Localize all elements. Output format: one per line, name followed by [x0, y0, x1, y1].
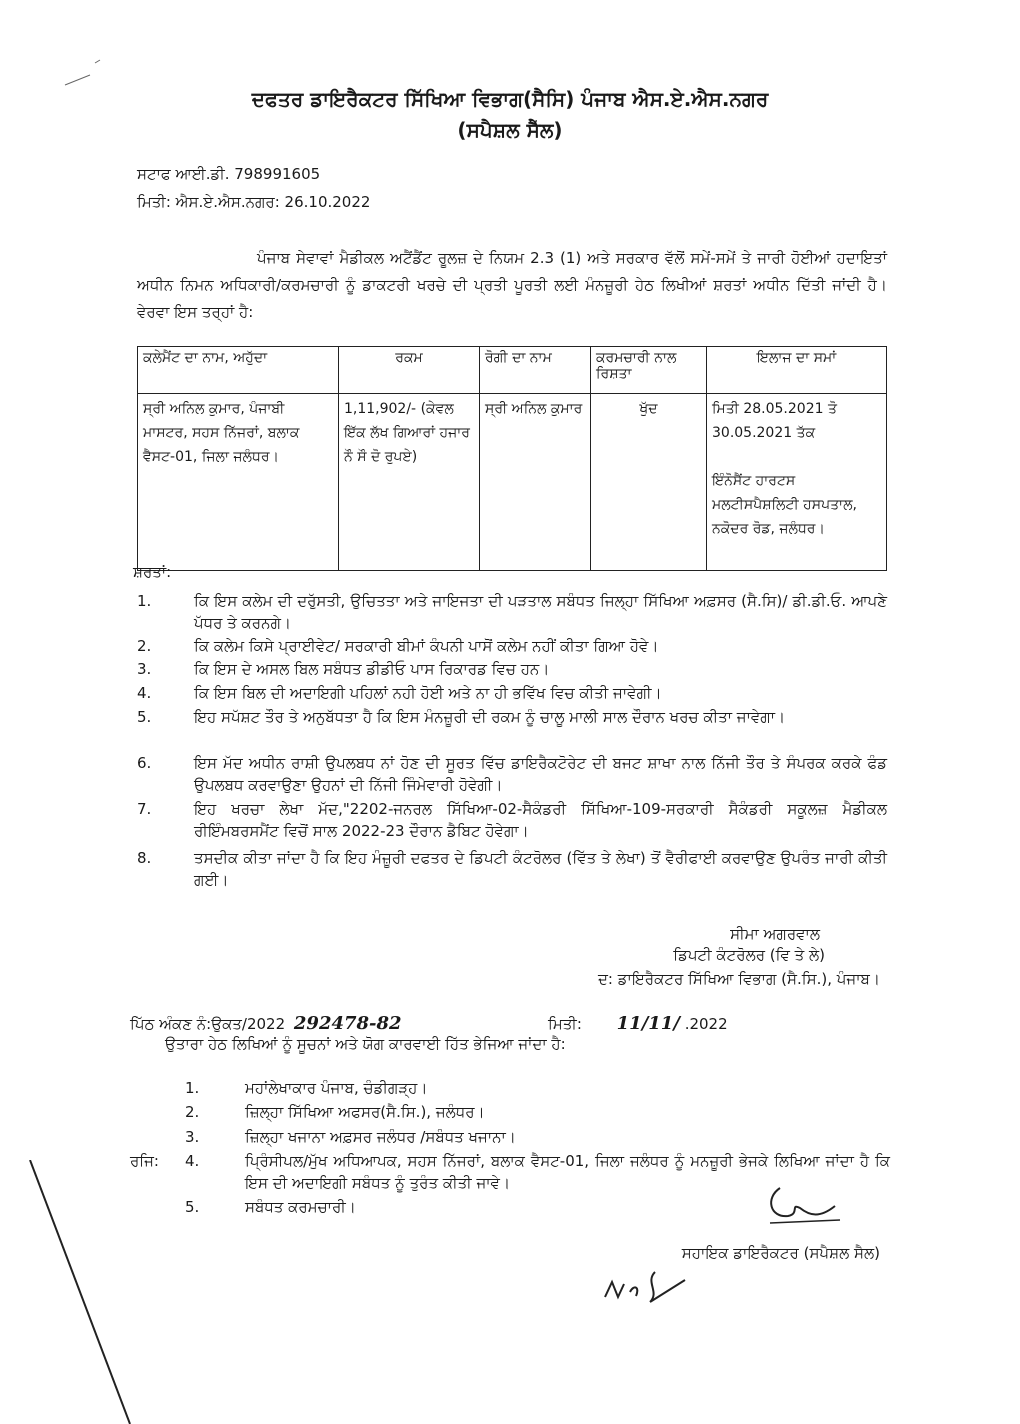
distribution-number: 2. — [185, 1103, 200, 1121]
condition-text: ਕਿ ਇਸ ਬਿਲ ਦੀ ਅਦਾਇਗੀ ਪਹਿਲਾਂ ਨਹੀ ਹੋਈ ਅਤੇ ਨਾ ਹੀ ਭਵਿੱਖ ਵਿਚ ਕੀਤੀ ਜਾਵੇਗੀ। — [194, 684, 662, 702]
col-period: ਇਲਾਜ ਦਾ ਸਮਾਂ — [707, 347, 887, 394]
condition-item — [137, 706, 887, 728]
col-relation: ਕਰਮਚਾਰੀ ਨਾਲ ਰਿਸ਼ਤਾ — [591, 347, 707, 394]
claim-table-header — [138, 347, 887, 394]
assistant-director: ਸਹਾਇਕ ਡਾਇਰੈਕਟਰ (ਸਪੈਸ਼ਲ ਸੈਲ) — [681, 1244, 880, 1262]
condition-item — [137, 682, 887, 704]
corner-mark-icon — [60, 55, 110, 95]
conditions-label: ਸ਼ਰਤਾਂ: — [133, 563, 172, 581]
cell-relation: ਖੁੱਦ — [591, 394, 707, 571]
endorsement-year: .2022 — [684, 1015, 728, 1033]
col-amount: ਰਕਮ — [339, 347, 480, 394]
condition-item — [137, 590, 887, 634]
condition-item — [137, 658, 887, 680]
issue-date: ਮਿਤੀ: ਐਸ.ਏ.ਐਸ.ਨਗਰ: 26.10.2022 — [137, 193, 371, 211]
staff-id: ਸਟਾਫ ਆਈ.ਡੀ. 798991605 — [137, 165, 321, 183]
condition-text: ਕਿ ਕਲੇਮ ਕਿਸੇ ਪ੍ਰਾਈਵੇਟ/ ਸਰਕਾਰੀ ਬੀਮਾਂ ਕੰਪਨੀ ਪਾਸੋਂ ਕਲੇਮ ਨਹੀਂ ਕੀਤਾ ਗਿਆ ਹੋਵੇ। — [194, 637, 659, 655]
condition-number: 4. — [137, 684, 152, 702]
claim-table — [137, 346, 887, 571]
condition-number: 8. — [137, 849, 152, 867]
handwritten-date: 11/11/ — [616, 1013, 680, 1034]
initials-icon — [600, 1262, 700, 1312]
registered-label: ਰਜਿ: — [130, 1152, 159, 1170]
condition-number: 2. — [137, 637, 152, 655]
endorsement-date-label: ਮਿਤੀ: — [548, 1015, 582, 1033]
treatment-dates: ਮਿਤੀ 28.05.2021 ਤੋ 30.05.2021 ਤੱਕ — [712, 401, 837, 441]
signatory-name: ਸੀਮਾ ਅਗਰਵਾਲ — [730, 925, 820, 943]
condition-text: ਕਿ ਇਸ ਕਲੇਮ ਦੀ ਦਰੁੱਸਤੀ, ਉਚਿਤਤਾ ਅਤੇ ਜਾਇਜਤਾ ਦੀ ਪੜਤਾਲ ਸਬੰਧਤ ਜਿਲ੍ਹਾ ਸਿੱਖਿਆ ਅਫ਼ਸਰ (ਸੈ.ਸਿ)/ ਡੀ.ਡੀ.ਓ. ਆਪਣੇ ਪੱਧਰ ਤੇ ਕਰਨਗੇ। — [194, 592, 887, 632]
col-claimant: ਕਲੇਮੈਂਟ ਦਾ ਨਾਮ, ਅਹੁੱਦਾ — [138, 347, 339, 394]
endorsement-number-row — [130, 1013, 402, 1034]
distribution-number: 4. — [185, 1152, 200, 1170]
distribution-number: 3. — [185, 1128, 200, 1146]
table-row — [138, 394, 887, 571]
signatory-office: ਦ: ਡਾਇਰੈਕਟਰ ਸਿੱਖਿਆ ਵਿਭਾਗ (ਸੈ.ਸਿ.), ਪੰਜਾਬ। — [597, 970, 880, 988]
signature-icon — [760, 1178, 850, 1238]
condition-item — [137, 847, 887, 891]
distribution-item — [130, 1101, 890, 1123]
condition-text: ਕਿ ਇਸ ਦੇ ਅਸਲ ਬਿਲ ਸਬੰਧਤ ਡੀਡੀਓ ਪਾਸ ਰਿਕਾਰਡ ਵਿਚ ਹਨ। — [194, 660, 550, 678]
col-patient: ਰੋਗੀ ਦਾ ਨਾਮ — [480, 347, 591, 394]
condition-item — [137, 798, 887, 842]
condition-item — [137, 752, 887, 796]
distribution-number: 5. — [185, 1198, 200, 1216]
cell-period — [707, 394, 887, 571]
cell-heading: (ਸਪੈਸ਼ਲ ਸੈੱਲ) — [457, 118, 563, 142]
condition-text: ਇਹ ਸਪੱਸ਼ਟ ਤੌਰ ਤੇ ਅਨੁਬੱਧਤਾ ਹੈ ਕਿ ਇਸ ਮੰਨਜ਼ੂਰੀ ਦੀ ਰਕਮ ਨੂੰ ਚਾਲੂ ਮਾਲੀ ਸਾਲ ਦੌਰਾਨ ਖਰਚ ਕੀਤਾ ਜਾਵੇਗਾ। — [194, 708, 786, 726]
condition-number: 3. — [137, 660, 152, 678]
condition-number: 1. — [137, 592, 152, 610]
distribution-item — [130, 1126, 890, 1148]
cell-amount: 1,11,902/- (ਕੇਵਲ ਇੱਕ ਲੱਖ ਗਿਆਰਾਂ ਹਜਾਰ ਨੌ ਸੌ ਦੋ ਰੁਪਏ) — [339, 394, 480, 571]
condition-text: ਇਸ ਮੱਦ ਅਧੀਨ ਰਾਸ਼ੀ ਉਪਲਬਧ ਨਾਂ ਹੋਣ ਦੀ ਸੂਰਤ ਵਿੱਚ ਡਾਇਰੈਕਟੋਰੇਟ ਦੀ ਬਜਟ ਸ਼ਾਖਾ ਨਾਲ ਨਿੱਜੀ ਤੌਰ ਤੇ ਸੰਪਰਕ ਕਰਕੇ ਫੰਡ ਉਪਲਬਧ ਕਰਵਾਉਣਾ ਉਹਨਾਂ ਦੀ ਨਿੱਜੀ ਜਿੰਮੇਵਾਰੀ ਹੋਵੇਗੀ। — [194, 754, 887, 794]
condition-number: 5. — [137, 708, 152, 726]
distribution-text: ਪ੍ਰਿੰਸੀਪਲ/ਮੁੱਖ ਅਧਿਆਪਕ, ਸਹਸ ਨਿੱਜਰਾਂ, ਬਲਾਕ ਵੈਸਟ-01, ਜਿਲਾ ਜਲੰਧਰ ਨੂੰ ਮਨਜ਼ੂਰੀ ਭੇਜਕੇ ਲਿਖਿਆ ਜਾਂਦਾ ਹੈ ਕਿ ਇਸ ਦੀ ਅਦਾਇਗੀ ਸਬੰਧਤ ਨੂੰ ਤੁਰੰਤ ਕੀਤੀ ਜਾਵੇ। — [245, 1152, 890, 1192]
distribution-item — [130, 1077, 890, 1099]
condition-number: 7. — [137, 800, 152, 818]
distribution-number: 1. — [185, 1079, 200, 1097]
condition-number: 6. — [137, 754, 152, 772]
signatory-designation: ਡਿਪਟੀ ਕੰਟਰੋਲਰ (ਵਿ ਤੇ ਲੇ) — [673, 946, 825, 964]
endorsement-date-row — [548, 1013, 728, 1034]
endorsement-prefix: ਪਿੱਠ ਅੰਕਣ ਨੰ:ਉਕਤ/2022 — [130, 1015, 286, 1033]
margin-line-icon — [20, 1160, 140, 1424]
hospital-name: ਇੰਨੋਸੈਂਟ ਹਾਰਟਸ ਮਲਟੀਸਪੈਸ਼ਲਿਟੀ ਹਸਪਤਾਲ, ਨਕੋਦਰ ਰੋਡ, ਜਲੰਧਰ। — [712, 473, 857, 537]
intro-paragraph: ਪੰਜਾਬ ਸੇਵਾਵਾਂ ਮੈਡੀਕਲ ਅਟੈਂਡੈਂਟ ਰੂਲਜ਼ ਦੇ ਨਿਯਮ 2.3 (1) ਅਤੇ ਸਰਕਾਰ ਵੱਲੋਂ ਸਮੇਂ-ਸਮੇਂ ਤੇ ਜਾਰੀ ਹੋਈਆਂ ਹਦਾਇਤਾਂ ਅਧੀਨ ਨਿਮਨ ਅਧਿਕਾਰੀ/ਕਰਮਚਾਰੀ ਨੂੰ ਡਾਕਟਰੀ ਖਰਚੇ ਦੀ ਪ੍ਰਤੀ ਪੂਰਤੀ ਲਈ ਮੰਨਜ਼ੂਰੀ ਹੇਠ ਲਿਖੀਆਂ ਸ਼ਰਤਾਂ ਅਧੀਨ ਦਿੱਤੀ ਜਾਂਦੀ ਹੈ। ਵੇਰਵਾ ਇਸ ਤਰ੍ਹਾਂ ਹੈ: — [137, 249, 887, 321]
distribution-text: ਜ਼ਿਲ੍ਹਾ ਸਿੱਖਿਆ ਅਫਸਰ(ਸੈ.ਸਿ.), ਜਲੰਧਰ। — [245, 1103, 485, 1121]
distribution-text: ਸਬੰਧਤ ਕਰਮਚਾਰੀ। — [245, 1198, 356, 1216]
condition-text: ਤਸਦੀਕ ਕੀਤਾ ਜਾਂਦਾ ਹੈ ਕਿ ਇਹ ਮੰਜ਼ੂਰੀ ਦਫਤਰ ਦੇ ਡਿਪਟੀ ਕੰਟਰੋਲਰ (ਵਿੱਤ ਤੇ ਲੇਖਾ) ਤੋਂ ਵੈਰੀਫਾਈ ਕਰਵਾਉਣ ਉਪਰੰਤ ਜਾਰੀ ਕੀਤੀ ਗਈ। — [194, 849, 887, 889]
handwritten-endorsement-number: 292478-82 — [293, 1013, 402, 1034]
copy-forward-text: ਉਤਾਰਾ ਹੇਠ ਲਿਖਿਆਂ ਨੂੰ ਸੂਚਨਾਂ ਅਤੇ ਯੋਗ ਕਾਰਵਾਈ ਹਿੱਤ ਭੇਜਿਆ ਜਾਂਦਾ ਹੈ: — [165, 1035, 566, 1053]
cell-patient: ਸ੍ਰੀ ਅਨਿਲ ਕੁਮਾਰ — [480, 394, 591, 571]
condition-item — [137, 635, 887, 657]
cell-claimant: ਸ੍ਰੀ ਅਨਿਲ ਕੁਮਾਰ, ਪੰਜਾਬੀ ਮਾਸਟਰ, ਸਹਸ ਨਿੱਜਰਾਂ, ਬਲਾਕ ਵੈਸਟ-01, ਜਿਲਾ ਜਲੰਧਰ। — [138, 394, 339, 571]
distribution-text: ਮਹਾਂਲੇਖਾਕਾਰ ਪੰਜਾਬ, ਚੰਡੀਗੜ੍ਹ। — [245, 1079, 428, 1097]
office-heading: ਦਫਤਰ ਡਾਇਰੈਕਟਰ ਸਿੱਖਿਆ ਵਿਭਾਗ(ਸੈਸਿ) ਪੰਜਾਬ ਐਸ.ਏ.ਐਸ.ਨਗਰ — [251, 87, 769, 111]
condition-text: ਇਹ ਖਰਚਾ ਲੇਖਾ ਮੱਦ,"2202-ਜਨਰਲ ਸਿੱਖਿਆ-02-ਸੈਕੰਡਰੀ ਸਿੱਖਿਆ-109-ਸਰਕਾਰੀ ਸੈਕੰਡਰੀ ਸਕੂਲਜ਼ ਮੈਡੀਕਲ ਰੀਇੰਮਬਰਸਮੈਂਟ ਵਿਚੋਂ ਸਾਲ 2022-23 ਦੌਰਾਨ ਡੈਬਿਟ ਹੋਵੇਗਾ। — [194, 800, 887, 840]
distribution-text: ਜ਼ਿਲ੍ਹਾ ਖਜਾਨਾ ਅਫ਼ਸਰ ਜਲੰਧਰ /ਸਬੰਧਤ ਖਜਾਨਾ। — [245, 1128, 516, 1146]
